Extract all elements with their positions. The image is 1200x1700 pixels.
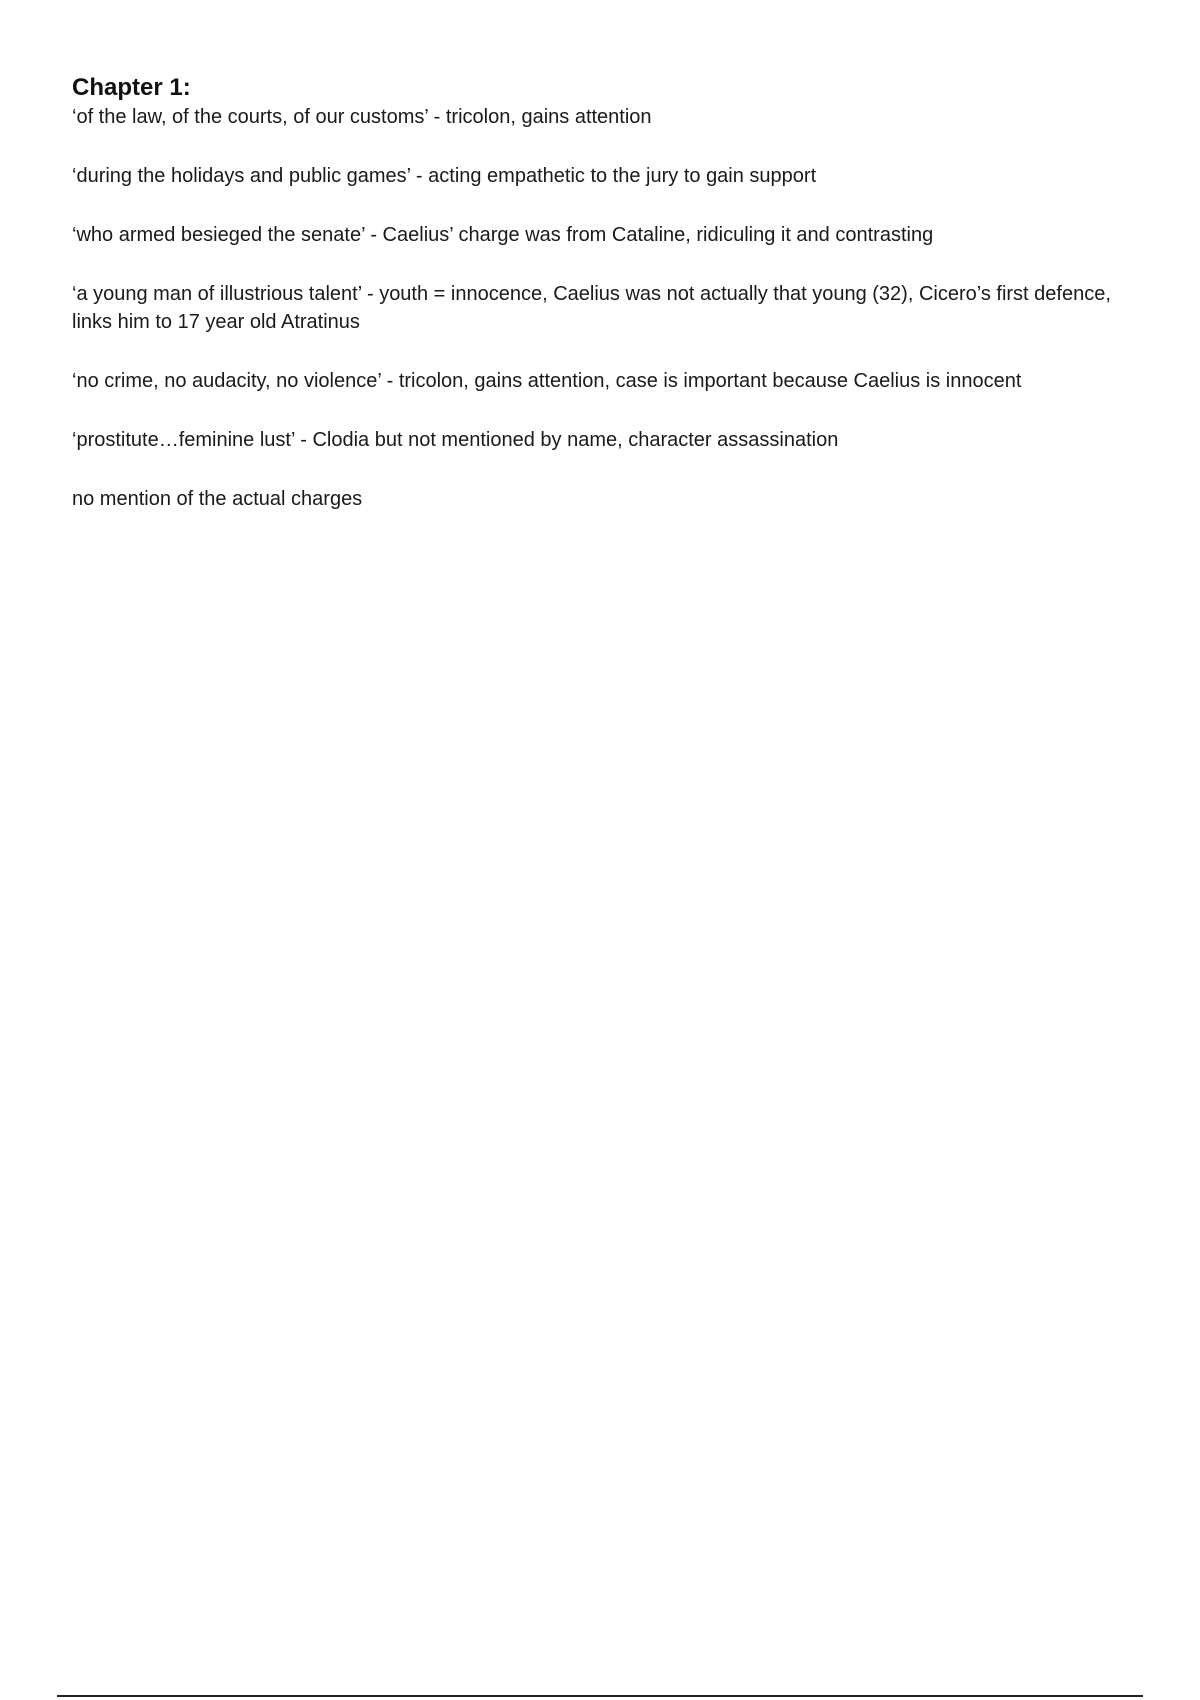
note-line: ‘who armed besieged the senate’ - Caelius’ charge was from Cataline, ridiculing it and contrasting (72, 224, 934, 246)
chapter-title: Chapter 1: (72, 74, 191, 101)
note-line: ‘no crime, no audacity, no violence’ - tricolon, gains attention, case is important because Caelius is innocent (72, 370, 1022, 392)
note-line: no mention of the actual charges (72, 488, 363, 510)
bottom-divider (57, 1695, 1143, 1697)
document-content (72, 73, 1132, 544)
note-line: ‘a young man of illustrious talent’ - youth = innocence, Caelius was not actually that young (32), Cicero’s first defence, links him to 17 year old Atratinus (72, 283, 1111, 333)
note-line: ‘prostitute…feminine lust’ - Clodia but not mentioned by name, character assassination (72, 429, 839, 451)
note-line: ‘during the holidays and public games’ - acting empathetic to the jury to gain support (72, 165, 817, 187)
note-line: ‘of the law, of the courts, of our customs’ - tricolon, gains attention (72, 106, 652, 128)
